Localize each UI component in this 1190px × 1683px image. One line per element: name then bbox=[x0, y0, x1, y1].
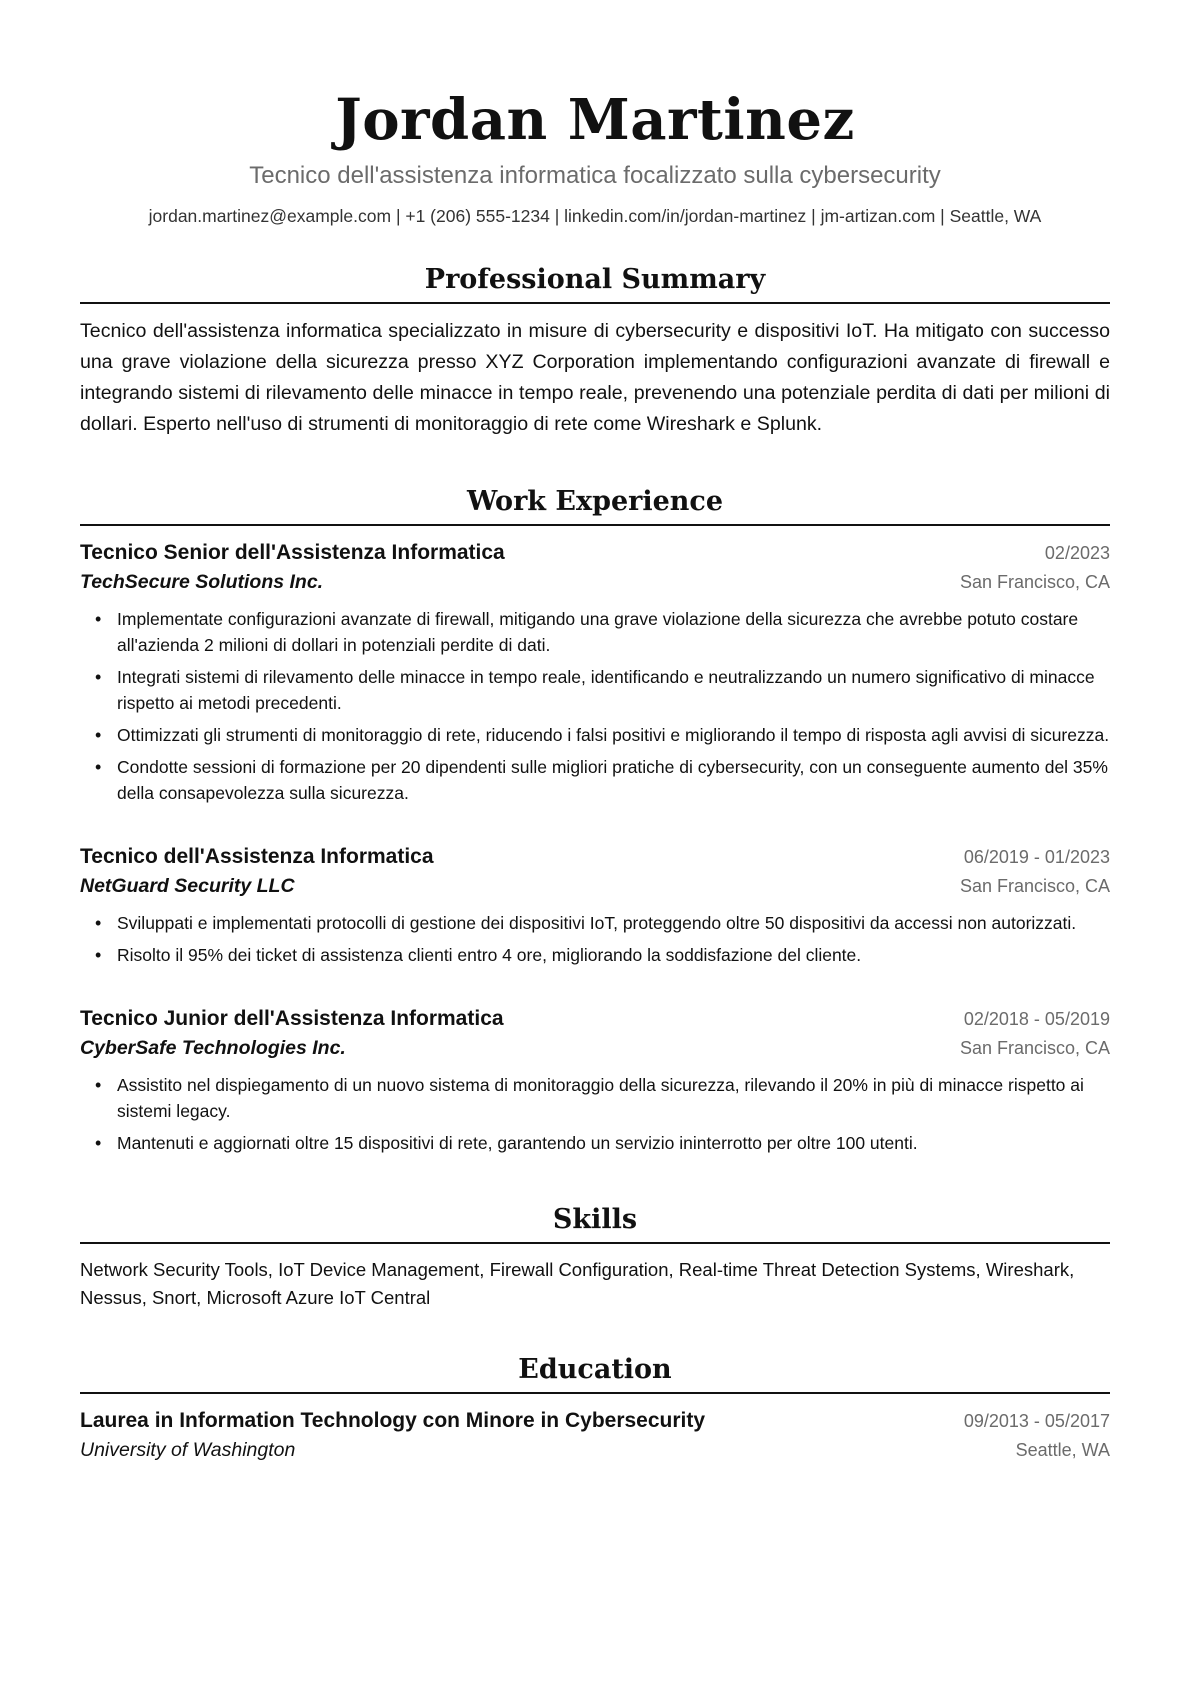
bullet-item: • Implementate configurazioni avanzate di firewall, mitigando una grave violazione della sicurezza che avrebbe potuto costare all'azienda 2 milioni di dollari in potenziali perdite di dati. bbox=[80, 606, 1110, 658]
bullet-item: • Condotte sessioni di formazione per 20 dipendenti sulle migliori pratiche di cybersecurity, con un conseguente aumento del 35% della consapevolezza sulla sicurezza. bbox=[80, 754, 1110, 806]
job-location: San Francisco, CA bbox=[959, 572, 1110, 592]
skills-section bbox=[80, 1202, 1110, 1312]
education-section bbox=[80, 1352, 1110, 1464]
job-entry bbox=[80, 1004, 1110, 1156]
job-entry bbox=[80, 842, 1110, 968]
bullet-item: • Risolto il 95% dei ticket di assistenza clienti entro 4 ore, migliorando la soddisfazione del cliente. bbox=[80, 942, 1110, 968]
bullet-item: • Integrati sistemi di rilevamento delle minacce in tempo reale, identificando e neutralizzando un numero significativo di minacce rispetto ai metodi precedenti. bbox=[80, 664, 1110, 716]
job-bullets bbox=[80, 1072, 1110, 1156]
job-location: San Francisco, CA bbox=[959, 1038, 1110, 1058]
company-name: NetGuard Security LLC bbox=[80, 875, 295, 897]
job-title: Tecnico dell'Assistenza Informatica bbox=[80, 845, 434, 868]
company-name: TechSecure Solutions Inc. bbox=[80, 571, 324, 593]
experience-section bbox=[80, 484, 1110, 1156]
education-entry bbox=[80, 1406, 1110, 1464]
bullet-item: • Assistito nel dispiegamento di un nuovo sistema di monitoraggio della sicurezza, rilevando il 20% in più di minacce rispetto ai sistemi legacy. bbox=[80, 1072, 1110, 1124]
education-date: 09/2013 - 05/2017 bbox=[963, 1411, 1110, 1431]
job-entry bbox=[80, 538, 1110, 806]
bullet-item: • Ottimizzati gli strumenti di monitoraggio di rete, riducendo i falsi positivi e migliorando il tempo di risposta agli avvisi di sicurezza. bbox=[80, 722, 1110, 748]
job-location: San Francisco, CA bbox=[959, 876, 1110, 896]
section-title-education: Education bbox=[80, 1352, 1110, 1394]
candidate-name: Jordan Martinez bbox=[335, 87, 855, 153]
job-date: 02/2018 - 05/2019 bbox=[963, 1009, 1110, 1029]
bullet-item: • Sviluppati e implementati protocolli di gestione dei dispositivi IoT, proteggendo oltre 50 dispositivi da accessi non autorizzati. bbox=[80, 910, 1110, 936]
headline: Tecnico dell'assistenza informatica focalizzato sulla cybersecurity bbox=[249, 162, 941, 189]
section-title-summary: Professional Summary bbox=[80, 262, 1110, 304]
degree-title: Laurea in Information Technology con Minore in Cybersecurity bbox=[80, 1409, 706, 1432]
school-name: University of Washington bbox=[80, 1439, 296, 1461]
company-name: CyberSafe Technologies Inc. bbox=[80, 1037, 346, 1059]
contact-info: jordan.martinez@example.com | +1 (206) 555-1234 | linkedin.com/in/jordan-martinez | jm-artizan.com | Seattle, WA bbox=[148, 206, 1042, 226]
bullet-item: • Mantenuti e aggiornati oltre 15 dispositivi di rete, garantendo un servizio ininterrotto per oltre 100 utenti. bbox=[80, 1130, 1110, 1156]
job-title: Tecnico Senior dell'Assistenza Informatica bbox=[80, 541, 505, 564]
job-bullets bbox=[80, 910, 1110, 968]
summary-text: Tecnico dell'assistenza informatica specializzato in misure di cybersecurity e dispositivi IoT. Ha mitigato con successo una grave violazione della sicurezza presso XYZ Corporation implementando configurazioni avanzate di firewall e integrando sistemi di rilevamento delle minacce in tempo reale, prevenendo una potenziale perdita di dati per milioni di dollari. Esperto nell'uso di strumenti di monitoraggio di rete come Wireshark e Splunk. bbox=[80, 320, 1110, 435]
resume-header bbox=[80, 88, 1110, 228]
job-date: 06/2019 - 01/2023 bbox=[963, 847, 1110, 867]
job-title: Tecnico Junior dell'Assistenza Informatica bbox=[80, 1007, 504, 1030]
education-location: Seattle, WA bbox=[1015, 1440, 1110, 1460]
section-title-skills: Skills bbox=[80, 1202, 1110, 1244]
job-date: 02/2023 bbox=[1044, 543, 1110, 563]
job-bullets bbox=[80, 606, 1110, 806]
skills-list: Network Security Tools, IoT Device Management, Firewall Configuration, Real-time Threat Detection Systems, Wireshark, Nessus, Snort, Microsoft Azure IoT Central bbox=[80, 1259, 1075, 1308]
section-title-experience: Work Experience bbox=[80, 484, 1110, 526]
summary-section bbox=[80, 262, 1110, 440]
